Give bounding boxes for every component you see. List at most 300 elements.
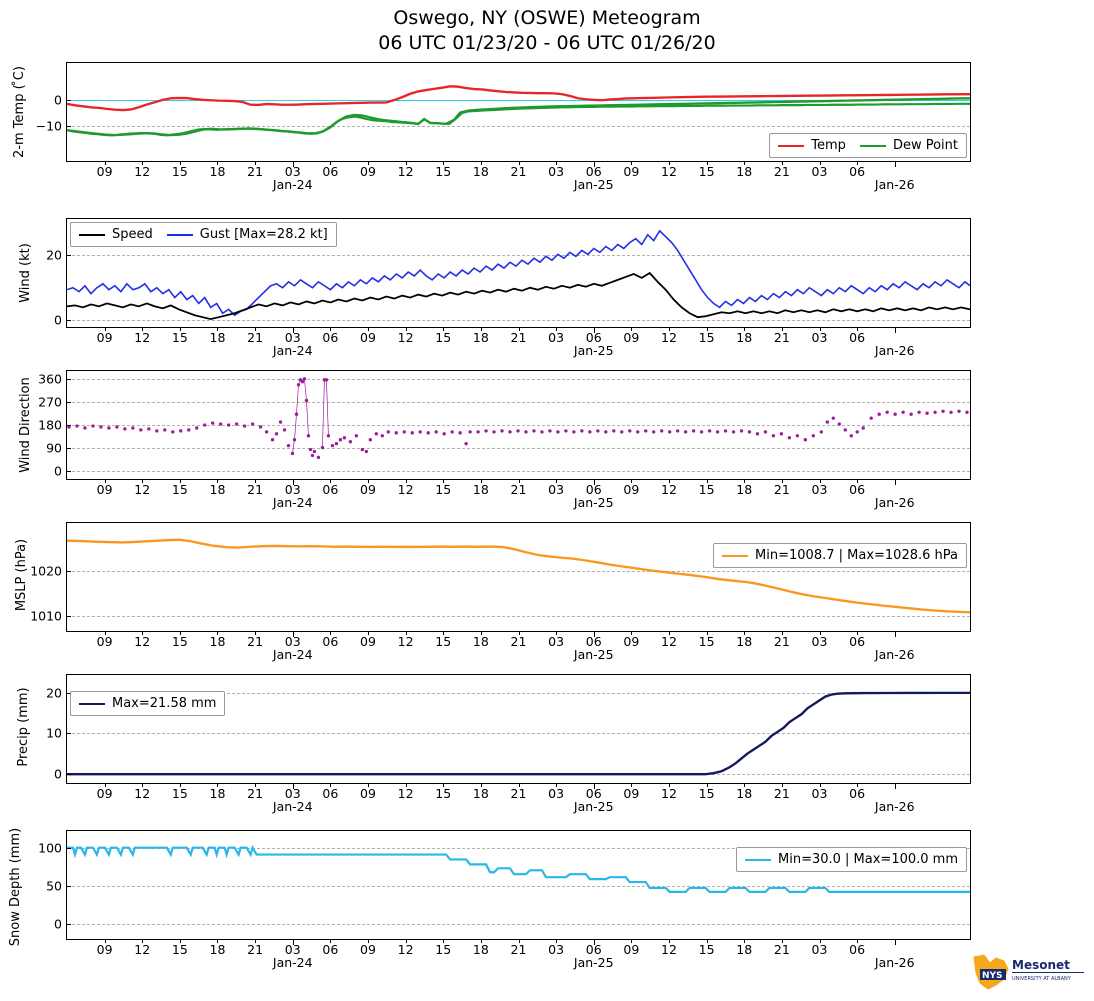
xtick-minor: 06 bbox=[585, 942, 602, 957]
xtick-minor: 09 bbox=[623, 330, 640, 345]
xtick-mark bbox=[744, 783, 745, 787]
ytick-wind-0: 0 bbox=[54, 312, 62, 328]
xtick-mark bbox=[820, 479, 821, 483]
xtick-minor: 12 bbox=[397, 942, 414, 957]
page-title bbox=[0, 6, 1094, 56]
xtick-minor: 15 bbox=[171, 164, 188, 179]
ytick-winddir-360: 360 bbox=[38, 371, 62, 387]
xtick-minor: 03 bbox=[811, 634, 828, 649]
xtick-minor: 18 bbox=[736, 330, 753, 345]
xtick-minor: 18 bbox=[209, 942, 226, 957]
ytick-snow-50: 50 bbox=[46, 878, 62, 894]
xtick-mark bbox=[105, 161, 106, 165]
xtick-mark bbox=[443, 631, 444, 635]
xtick-minor: 12 bbox=[134, 786, 151, 801]
xtick-minor: 06 bbox=[849, 330, 866, 345]
xtick-minor: 12 bbox=[661, 482, 677, 497]
xtick-major: Jan-24 bbox=[272, 955, 313, 970]
xtick-mark-major bbox=[895, 161, 896, 167]
xtick-mark bbox=[406, 783, 407, 787]
xtick-minor: 03 bbox=[548, 786, 565, 801]
xtick-mark bbox=[519, 939, 520, 943]
xtick-mark bbox=[443, 479, 444, 483]
xtick-mark bbox=[481, 327, 482, 331]
xtick-mark-major bbox=[293, 327, 294, 333]
series-mslp bbox=[67, 523, 970, 631]
xtick-minor: 12 bbox=[397, 330, 414, 345]
xtick-minor: 06 bbox=[322, 164, 339, 179]
xtick-minor: 03 bbox=[548, 482, 565, 497]
xtick-mark bbox=[631, 939, 632, 943]
xtick-minor: 18 bbox=[472, 634, 489, 649]
xtick-minor: 21 bbox=[247, 634, 264, 649]
xtick-minor: 09 bbox=[96, 634, 113, 649]
xtick-mark bbox=[857, 631, 858, 635]
xtick-mark bbox=[556, 631, 557, 635]
xtick-mark-major bbox=[895, 479, 896, 485]
xtick-minor: 15 bbox=[698, 786, 715, 801]
ytick-precip-20: 20 bbox=[46, 685, 62, 701]
legend-swatch-speed bbox=[79, 234, 105, 236]
xtick-mark bbox=[782, 939, 783, 943]
xtick-minor: 06 bbox=[849, 942, 866, 957]
legend-temp bbox=[769, 133, 967, 158]
xtick-major: Jan-26 bbox=[874, 647, 915, 662]
xtick-mark bbox=[631, 161, 632, 165]
xtick-mark bbox=[217, 161, 218, 165]
xtick-minor: 06 bbox=[849, 482, 866, 497]
xtick-minor: 03 bbox=[811, 786, 828, 801]
plot-area-temp bbox=[35, 62, 971, 192]
xtick-minor: 12 bbox=[661, 942, 677, 957]
xtick-mark bbox=[142, 783, 143, 787]
xtick-mark-major bbox=[594, 631, 595, 637]
xtick-minor: 18 bbox=[472, 330, 489, 345]
xtick-minor: 21 bbox=[773, 634, 790, 649]
ytick-snow-0: 0 bbox=[54, 916, 62, 932]
xtick-mark bbox=[744, 327, 745, 331]
xtick-mark bbox=[406, 939, 407, 943]
ytick-winddir-0: 0 bbox=[54, 463, 62, 479]
xtick-minor: 12 bbox=[397, 634, 414, 649]
legend-snow bbox=[736, 847, 967, 872]
xtick-mark bbox=[368, 939, 369, 943]
xtick-mark bbox=[707, 939, 708, 943]
ytick-temp-0: −10 bbox=[35, 118, 62, 134]
xtick-minor: 09 bbox=[96, 786, 113, 801]
xtick-minor: 21 bbox=[510, 330, 527, 345]
xtick-mark bbox=[857, 161, 858, 165]
xtick-minor: 12 bbox=[134, 330, 151, 345]
xtick-mark bbox=[519, 327, 520, 331]
xtick-mark bbox=[820, 161, 821, 165]
xtick-mark bbox=[217, 783, 218, 787]
xtick-minor: 03 bbox=[284, 330, 301, 345]
xtick-mark bbox=[368, 783, 369, 787]
xtick-mark bbox=[142, 939, 143, 943]
xtick-minor: 09 bbox=[360, 942, 376, 957]
xtick-major: Jan-24 bbox=[272, 177, 313, 192]
xtick-minor: 18 bbox=[736, 482, 753, 497]
xtick-mark bbox=[180, 631, 181, 635]
xtick-mark bbox=[519, 783, 520, 787]
xtick-minor: 15 bbox=[698, 942, 715, 957]
xtick-mark bbox=[481, 631, 482, 635]
xtick-mark bbox=[820, 327, 821, 331]
xtick-minor: 18 bbox=[472, 164, 489, 179]
xtick-minor: 12 bbox=[134, 942, 151, 957]
ytick-temp-1: 0 bbox=[54, 92, 62, 108]
xtick-mark bbox=[556, 783, 557, 787]
ytick-precip-10: 10 bbox=[46, 725, 62, 741]
axis-label-mslp: MSLP (hPa) bbox=[14, 538, 29, 612]
xtick-minor: 21 bbox=[510, 942, 527, 957]
xtick-minor: 15 bbox=[698, 482, 715, 497]
xtick-minor: 21 bbox=[510, 482, 527, 497]
xtick-mark bbox=[443, 327, 444, 331]
xtick-mark bbox=[556, 479, 557, 483]
xtick-mark bbox=[782, 327, 783, 331]
legend-swatch-dewpoint bbox=[860, 145, 886, 147]
xtick-mark bbox=[669, 479, 670, 483]
legend-mslp bbox=[713, 543, 967, 568]
xtick-mark bbox=[556, 939, 557, 943]
legend-swatch-snow bbox=[745, 859, 771, 861]
xtick-mark bbox=[368, 327, 369, 331]
xtick-minor: 06 bbox=[585, 786, 602, 801]
xtick-major: Jan-25 bbox=[573, 647, 614, 662]
xtick-mark bbox=[217, 479, 218, 483]
xtick-mark bbox=[744, 161, 745, 165]
xtick-mark bbox=[406, 479, 407, 483]
xtick-mark-major bbox=[293, 631, 294, 637]
xtick-mark bbox=[669, 327, 670, 331]
xtick-mark bbox=[820, 631, 821, 635]
xtick-mark bbox=[217, 631, 218, 635]
xtick-major: Jan-24 bbox=[272, 495, 313, 510]
title-line-1: Oswego, NY (OSWE) Meteogram bbox=[393, 7, 701, 29]
xtick-minor: 18 bbox=[209, 786, 226, 801]
xtick-major: Jan-26 bbox=[874, 343, 915, 358]
xtick-mark bbox=[782, 783, 783, 787]
xtick-minor: 18 bbox=[472, 786, 489, 801]
xtick-mark bbox=[180, 327, 181, 331]
legend-swatch-precip bbox=[79, 703, 105, 705]
ytick-wind-1: 20 bbox=[46, 247, 62, 263]
xtick-minor: 03 bbox=[811, 330, 828, 345]
xtick-minor: 12 bbox=[397, 786, 414, 801]
xtick-mark bbox=[669, 631, 670, 635]
xtick-minor: 12 bbox=[661, 164, 677, 179]
xtick-minor: 12 bbox=[134, 634, 151, 649]
xtick-mark bbox=[330, 783, 331, 787]
xtick-minor: 12 bbox=[397, 164, 414, 179]
legend-swatch-mslp bbox=[722, 555, 748, 557]
xtick-minor: 21 bbox=[510, 634, 527, 649]
xtick-mark bbox=[820, 939, 821, 943]
xtick-minor: 15 bbox=[435, 164, 452, 179]
xtick-minor: 12 bbox=[661, 330, 677, 345]
svg-text:UNIVERSITY AT ALBANY: UNIVERSITY AT ALBANY bbox=[1012, 976, 1071, 982]
xtick-minor: 15 bbox=[171, 942, 188, 957]
xtick-major: Jan-24 bbox=[272, 343, 313, 358]
title-line-2: 06 UTC 01/23/20 - 06 UTC 01/26/20 bbox=[378, 32, 716, 54]
xtick-mark-major bbox=[293, 939, 294, 945]
xtick-mark bbox=[105, 939, 106, 943]
xtick-minor: 09 bbox=[96, 482, 113, 497]
ytick-snow-100: 100 bbox=[38, 840, 62, 856]
xtick-mark bbox=[368, 631, 369, 635]
axis-label-winddir: Wind Direction bbox=[18, 377, 33, 473]
xtick-mark bbox=[857, 479, 858, 483]
xtick-mark bbox=[556, 327, 557, 331]
xtick-minor: 15 bbox=[435, 786, 452, 801]
xtick-minor: 21 bbox=[247, 164, 264, 179]
xtick-mark bbox=[519, 479, 520, 483]
xtick-minor: 06 bbox=[849, 634, 866, 649]
xtick-mark bbox=[782, 631, 783, 635]
xtick-mark bbox=[406, 631, 407, 635]
xtick-major: Jan-26 bbox=[874, 955, 915, 970]
xtick-mark bbox=[669, 783, 670, 787]
panel-wind-direction bbox=[18, 370, 971, 510]
xtick-mark-major bbox=[895, 939, 896, 945]
xtick-mark bbox=[330, 479, 331, 483]
xtick-mark bbox=[255, 631, 256, 635]
xtick-minor: 06 bbox=[585, 634, 602, 649]
xtick-mark bbox=[443, 161, 444, 165]
xtick-minor: 18 bbox=[472, 482, 489, 497]
xtick-mark bbox=[105, 479, 106, 483]
xtick-mark bbox=[330, 939, 331, 943]
legend-swatch-gust bbox=[167, 234, 193, 236]
xtick-minor: 06 bbox=[322, 786, 339, 801]
xtick-minor: 18 bbox=[736, 164, 753, 179]
xtick-mark bbox=[782, 479, 783, 483]
xtick-minor: 21 bbox=[773, 786, 790, 801]
xtick-minor: 03 bbox=[284, 164, 301, 179]
legend-entry-mslp bbox=[722, 548, 958, 563]
xtick-mark bbox=[707, 327, 708, 331]
xtick-minor: 15 bbox=[698, 330, 715, 345]
xtick-mark-major bbox=[594, 783, 595, 789]
xtick-mark bbox=[180, 479, 181, 483]
xtick-minor: 15 bbox=[435, 942, 452, 957]
xtick-mark bbox=[481, 479, 482, 483]
xtick-minor: 21 bbox=[773, 942, 790, 957]
xtick-mark bbox=[556, 161, 557, 165]
xtick-mark bbox=[857, 327, 858, 331]
xtick-mark bbox=[631, 479, 632, 483]
xtick-mark bbox=[481, 161, 482, 165]
plot-area-precip bbox=[46, 674, 971, 814]
xtick-minor: 06 bbox=[322, 330, 339, 345]
xtick-minor: 03 bbox=[548, 942, 565, 957]
xtick-mark-major bbox=[895, 327, 896, 333]
xtick-minor: 03 bbox=[811, 164, 828, 179]
plot-area-wind bbox=[46, 218, 971, 358]
legend-label-speed: Speed bbox=[112, 227, 153, 242]
ytick-mslp-1020: 1020 bbox=[30, 563, 62, 579]
xtick-mark bbox=[255, 161, 256, 165]
xtick-minor: 03 bbox=[284, 786, 301, 801]
xtick-mark bbox=[443, 783, 444, 787]
xtick-mark bbox=[180, 783, 181, 787]
xtick-mark bbox=[857, 939, 858, 943]
xtick-minor: 06 bbox=[849, 786, 866, 801]
axis-label-temp: 2-m Temp ( ̊C) bbox=[12, 66, 27, 158]
xtick-minor: 09 bbox=[360, 164, 376, 179]
xtick-mark bbox=[330, 161, 331, 165]
xtick-mark bbox=[368, 161, 369, 165]
xtick-minor: 21 bbox=[510, 164, 527, 179]
xtick-major: Jan-26 bbox=[874, 495, 915, 510]
xtick-mark bbox=[180, 939, 181, 943]
xtick-major: Jan-26 bbox=[874, 177, 915, 192]
xtick-minor: 09 bbox=[96, 942, 113, 957]
xtick-mark bbox=[631, 327, 632, 331]
xtick-mark bbox=[105, 631, 106, 635]
xtick-mark bbox=[217, 939, 218, 943]
xtick-mark bbox=[669, 161, 670, 165]
xtick-mark-major bbox=[895, 631, 896, 637]
xtick-minor: 15 bbox=[435, 482, 452, 497]
xtick-major: Jan-25 bbox=[573, 495, 614, 510]
xtick-minor: 21 bbox=[773, 482, 790, 497]
xtick-minor: 15 bbox=[435, 634, 452, 649]
xtick-minor: 12 bbox=[661, 634, 677, 649]
panel-mslp bbox=[14, 522, 971, 662]
plot-area-snow bbox=[38, 830, 971, 970]
legend-swatch-temp bbox=[778, 145, 804, 147]
xtick-major: Jan-24 bbox=[272, 799, 313, 814]
xtick-mark bbox=[105, 783, 106, 787]
xtick-minor: 06 bbox=[322, 942, 339, 957]
xtick-major: Jan-25 bbox=[573, 799, 614, 814]
axis-label-precip: Precip (mm) bbox=[16, 687, 31, 767]
panel-precip bbox=[16, 674, 971, 814]
ytick-winddir-90: 90 bbox=[46, 440, 62, 456]
xtick-mark bbox=[782, 161, 783, 165]
ytick-mslp-1010: 1010 bbox=[30, 608, 62, 624]
xtick-mark bbox=[744, 939, 745, 943]
legend-entry-dewpoint bbox=[860, 138, 958, 153]
xtick-mark-major bbox=[594, 327, 595, 333]
xtick-minor: 09 bbox=[360, 786, 376, 801]
legend-precip bbox=[70, 691, 225, 716]
xtick-minor: 06 bbox=[585, 482, 602, 497]
legend-label-temp: Temp bbox=[811, 138, 846, 153]
xtick-minor: 12 bbox=[661, 786, 677, 801]
xtick-mark-major bbox=[594, 479, 595, 485]
legend-label-gust: Gust [Max=28.2 kt] bbox=[199, 227, 328, 242]
xtick-minor: 18 bbox=[736, 942, 753, 957]
xtick-minor: 03 bbox=[811, 942, 828, 957]
xtick-mark bbox=[406, 327, 407, 331]
xtick-minor: 15 bbox=[698, 634, 715, 649]
xtick-minor: 12 bbox=[134, 164, 151, 179]
xtick-minor: 06 bbox=[322, 634, 339, 649]
svg-text:Mesonet: Mesonet bbox=[1012, 958, 1070, 972]
xtick-mark bbox=[142, 327, 143, 331]
xtick-mark bbox=[330, 631, 331, 635]
legend-label-snow: Min=30.0 | Max=100.0 mm bbox=[778, 852, 958, 867]
svg-text:NYS: NYS bbox=[982, 971, 1003, 981]
xtick-minor: 15 bbox=[171, 330, 188, 345]
xtick-mark bbox=[481, 783, 482, 787]
xtick-minor: 21 bbox=[773, 330, 790, 345]
xtick-minor: 03 bbox=[284, 482, 301, 497]
series-winddir bbox=[67, 371, 970, 479]
xtick-minor: 09 bbox=[623, 942, 640, 957]
xtick-minor: 12 bbox=[397, 482, 414, 497]
xtick-mark bbox=[443, 939, 444, 943]
legend-entry-precip bbox=[79, 696, 216, 711]
xtick-mark bbox=[519, 161, 520, 165]
xtick-minor: 03 bbox=[548, 164, 565, 179]
xtick-mark bbox=[142, 161, 143, 165]
legend-label-mslp: Min=1008.7 | Max=1028.6 hPa bbox=[755, 548, 958, 563]
legend-entry-snow bbox=[745, 852, 958, 867]
xtick-mark-major bbox=[293, 783, 294, 789]
xtick-minor: 09 bbox=[623, 164, 640, 179]
xtick-mark bbox=[820, 783, 821, 787]
xtick-major: Jan-25 bbox=[573, 955, 614, 970]
plot-area-winddir bbox=[38, 370, 971, 510]
xtick-minor: 09 bbox=[96, 164, 113, 179]
xtick-minor: 21 bbox=[510, 786, 527, 801]
xtick-minor: 06 bbox=[849, 164, 866, 179]
xtick-mark bbox=[330, 327, 331, 331]
xtick-minor: 15 bbox=[698, 164, 715, 179]
xtick-mark bbox=[707, 479, 708, 483]
xtick-minor: 15 bbox=[435, 330, 452, 345]
xtick-minor: 18 bbox=[209, 482, 226, 497]
legend-entry-temp bbox=[778, 138, 846, 153]
xtick-minor: 09 bbox=[623, 634, 640, 649]
xtick-minor: 03 bbox=[811, 482, 828, 497]
xtick-minor: 12 bbox=[134, 482, 151, 497]
xtick-minor: 03 bbox=[548, 634, 565, 649]
xtick-mark bbox=[255, 939, 256, 943]
xtick-minor: 21 bbox=[247, 330, 264, 345]
xtick-mark bbox=[142, 479, 143, 483]
xtick-major: Jan-24 bbox=[272, 647, 313, 662]
xtick-mark bbox=[255, 783, 256, 787]
xtick-minor: 18 bbox=[209, 330, 226, 345]
xtick-mark bbox=[519, 631, 520, 635]
panel-wind bbox=[18, 218, 971, 358]
panel-temp bbox=[12, 62, 971, 192]
xtick-minor: 21 bbox=[247, 482, 264, 497]
legend-label-dewpoint: Dew Point bbox=[892, 138, 958, 153]
xtick-minor: 21 bbox=[247, 942, 264, 957]
xtick-minor: 03 bbox=[548, 330, 565, 345]
xtick-mark bbox=[180, 161, 181, 165]
xtick-major: Jan-25 bbox=[573, 177, 614, 192]
xtick-minor: 09 bbox=[623, 786, 640, 801]
xtick-minor: 06 bbox=[585, 164, 602, 179]
ytick-winddir-180: 180 bbox=[38, 417, 62, 433]
xtick-mark bbox=[707, 783, 708, 787]
xtick-major: Jan-26 bbox=[874, 799, 915, 814]
xtick-mark-major bbox=[594, 939, 595, 945]
xtick-mark-major bbox=[895, 783, 896, 789]
xtick-minor: 09 bbox=[96, 330, 113, 345]
xtick-mark bbox=[857, 783, 858, 787]
xtick-mark-major bbox=[594, 161, 595, 167]
xtick-minor: 18 bbox=[209, 164, 226, 179]
